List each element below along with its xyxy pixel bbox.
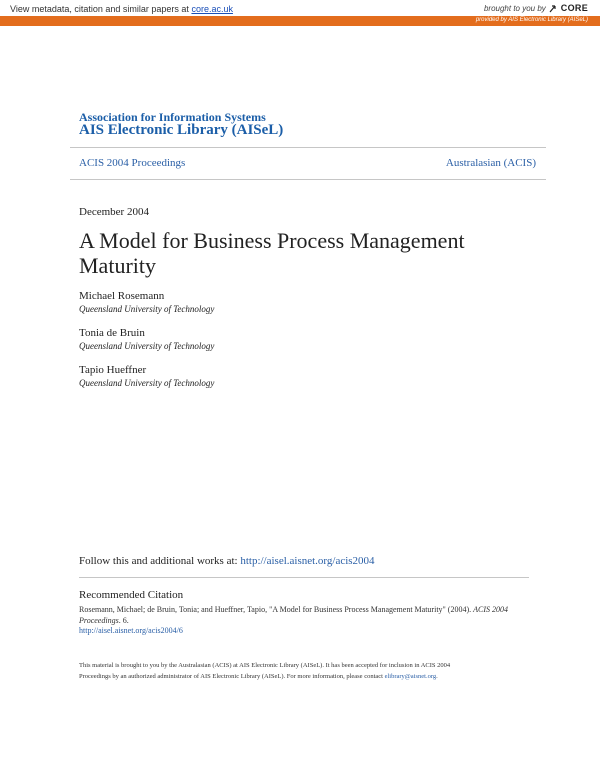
collection-link[interactable]: http://aisel.aisnet.org/acis2004 [240,555,375,567]
follow-works [79,555,375,567]
brought-to-you-by [484,3,588,13]
author-name: Tonia de Bruin [79,327,145,339]
follow-text: Follow this and additional works at: [79,555,241,567]
paper-title: A Model for Business Process Management Maturity [79,228,465,278]
proceedings-link[interactable]: ACIS 2004 Proceedings [79,157,186,169]
citation-end: . 6. [118,616,129,625]
citation-divider [79,577,529,578]
author-name: Tapio Hueffner [79,364,147,376]
notice-line-2-text: Proceedings by an authorized administrator of AIS Electronic Library (AISeL). For more information, please contact [79,673,385,680]
contact-email-link[interactable]: elibrary@aisnet.org [384,673,437,680]
header-divider-top [70,147,546,148]
author-affiliation: Queensland University of Technology [79,341,215,351]
organization-name[interactable]: Association for Information Systems [79,110,266,124]
provided-by-text: provided by AIS Electronic Library (AISeL) [475,17,588,23]
inclusion-notice [79,660,529,682]
core-link[interactable]: core.ac.uk [191,4,233,14]
notice-line-1: This material is brought to you by the Australasian (ACIS) at AIS Electronic Library (AISeL). It has been accepted for inclusion in ACIS 2004 [79,662,451,669]
core-top-bar [0,0,600,16]
paper-date: December 2004 [79,206,149,218]
core-logo-icon [549,4,558,13]
citation-heading: Recommended Citation [79,589,184,601]
metadata-text: View metadata, citation and similar papers at [10,4,192,14]
author-name: Michael Rosemann [79,290,165,302]
provider-banner [0,16,600,26]
author-affiliation: Queensland University of Technology [79,378,215,388]
citation-venue: ACIS 2004 Proceedings [79,605,509,625]
brought-by-text: brought to you by [483,3,546,13]
metadata-notice [10,4,233,14]
citation-text [79,604,529,626]
citation-main: Rosemann, Michael; de Bruin, Tonia; and Hueffner, Tapio, "A Model for Business Process Management Maturity" (2004). [79,605,474,614]
notice-line-2 [79,671,529,682]
header-divider-bottom [70,179,546,180]
author-affiliation: Queensland University of Technology [79,304,215,314]
region-link[interactable]: Australasian (ACIS) [445,157,536,169]
library-name[interactable]: AIS Electronic Library (AISeL) [79,122,284,138]
notice-line-2-end: . [436,673,438,680]
citation-url[interactable]: http://aisel.aisnet.org/acis2004/6 [79,626,183,635]
core-logo-text[interactable]: CORE [560,3,588,13]
